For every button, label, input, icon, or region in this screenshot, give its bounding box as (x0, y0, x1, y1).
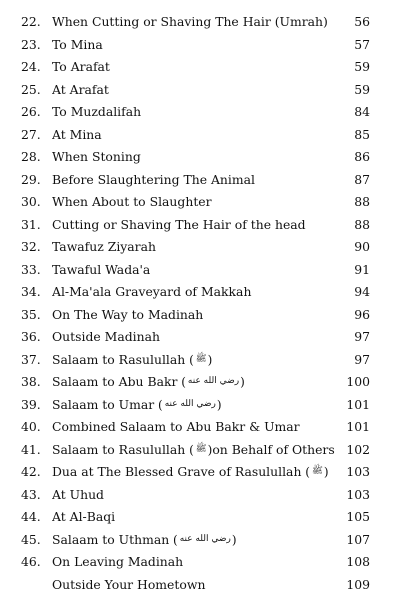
close-parenthesis: ) (208, 353, 213, 367)
open-parenthesis: ( (154, 398, 163, 412)
open-parenthesis: ( (301, 465, 310, 479)
toc-entry (0, 529, 400, 552)
toc-entry-title-wrap (52, 281, 342, 304)
honorific-calligraphy: ﷺ (195, 444, 208, 454)
toc-entry (0, 79, 400, 102)
toc-entry-title: Dua at The Blessed Grave of Rasulullah (52, 464, 301, 479)
toc-entry-page-number: 105 (330, 506, 370, 529)
toc-entry (0, 169, 400, 192)
toc-entry (0, 11, 400, 34)
toc-entry (0, 124, 400, 147)
toc-entry-title-wrap (52, 529, 342, 552)
toc-entry-page-number: 88 (330, 191, 370, 214)
toc-entry-number: 32. (21, 236, 49, 259)
toc-entry (0, 214, 400, 237)
honorific-calligraphy: ﷺ (195, 354, 208, 364)
toc-entry-number: 46. (21, 551, 49, 574)
toc-entry (0, 191, 400, 214)
toc-entry-page-number: 90 (330, 236, 370, 259)
toc-entry-title-wrap (52, 236, 342, 259)
toc-entry-title: Salaam to Umar (52, 397, 154, 412)
toc-entry-number: 23. (21, 34, 49, 57)
close-parenthesis: ) (232, 533, 237, 547)
toc-entry-title-wrap (52, 11, 342, 34)
toc-entry (0, 394, 400, 417)
toc-entry-number: 22. (21, 11, 49, 34)
toc-entry-title: When About to Slaughter (52, 194, 212, 209)
toc-entry-number: 30. (21, 191, 49, 214)
toc-entry-page-number: 101 (330, 416, 370, 439)
toc-entry-page-number: 108 (330, 551, 370, 574)
toc-entry-title-wrap (52, 506, 342, 529)
toc-entry (0, 326, 400, 349)
toc-entry-page-number: 59 (330, 79, 370, 102)
toc-entry-title-wrap (52, 259, 342, 282)
toc-entry-title: Salaam to Rasulullah (52, 352, 185, 367)
toc-entry-title-wrap (52, 56, 342, 79)
toc-entry-title-wrap (52, 484, 342, 507)
toc-entry (0, 34, 400, 57)
toc-entry-title: At Mina (52, 127, 102, 142)
toc-entry-page-number: 97 (330, 349, 370, 372)
toc-entry-number: 37. (21, 349, 49, 372)
toc-entry-title: Before Slaughtering The Animal (52, 172, 255, 187)
close-parenthesis: ) (217, 398, 222, 412)
toc-entry (0, 281, 400, 304)
toc-entry-title-wrap (52, 124, 342, 147)
toc-entry-number: 41. (21, 439, 49, 462)
toc-entry (0, 506, 400, 529)
toc-entry (0, 416, 400, 439)
toc-entry-page-number: 97 (330, 326, 370, 349)
toc-entry-page-number: 107 (330, 529, 370, 552)
toc-entry-page-number: 86 (330, 146, 370, 169)
toc-entry-title: To Arafat (52, 59, 110, 74)
toc-entry-title: At Al-Baqi (52, 509, 115, 524)
toc-entry-title: Outside Madinah (52, 329, 160, 344)
toc-entry-page-number: 87 (330, 169, 370, 192)
toc-entry-number: 25. (21, 79, 49, 102)
toc-entry (0, 574, 400, 596)
toc-entry-number: 26. (21, 101, 49, 124)
toc-entry-title-wrap (52, 146, 342, 169)
toc-entry-number: 31. (21, 214, 49, 237)
toc-entry-title: Combined Salaam to Abu Bakr & Umar (52, 419, 300, 434)
toc-entry (0, 101, 400, 124)
toc-entry-page-number: 88 (330, 214, 370, 237)
toc-entry-number: 33. (21, 259, 49, 282)
toc-entry (0, 461, 400, 484)
toc-entry (0, 146, 400, 169)
toc-entry-number: 44. (21, 506, 49, 529)
toc-entry-page-number: 102 (330, 439, 370, 462)
open-parenthesis: ( (169, 533, 178, 547)
toc-entry-page-number: 103 (330, 461, 370, 484)
toc-entry-title: At Arafat (52, 82, 109, 97)
close-parenthesis: ) (240, 375, 245, 389)
toc-entry (0, 349, 400, 372)
toc-entry (0, 439, 400, 462)
toc-entry-title-wrap (52, 574, 342, 596)
toc-entry-title-wrap (52, 304, 342, 327)
toc-entry-page-number: 91 (330, 259, 370, 282)
open-parenthesis: ( (185, 443, 194, 457)
toc-entry-page-number: 101 (330, 394, 370, 417)
honorific-calligraphy: رضي الله عنه (187, 376, 240, 386)
toc-entry-title: To Muzdalifah (52, 104, 141, 119)
honorific-calligraphy: ﷺ (311, 466, 324, 476)
toc-entry-number: 36. (21, 326, 49, 349)
honorific-calligraphy: رضي الله عنه (179, 534, 232, 544)
toc-entry-title-wrap (52, 214, 342, 237)
toc-entry-title: When Cutting or Shaving The Hair (Umrah) (52, 14, 328, 29)
toc-entry-page-number: 57 (330, 34, 370, 57)
toc-entry-number: 34. (21, 281, 49, 304)
toc-entry-number: 45. (21, 529, 49, 552)
close-parenthesis: ) (208, 443, 213, 457)
toc-entry-title: Salaam to Rasulullah (52, 442, 185, 457)
toc-entry-title-wrap (52, 371, 342, 394)
toc-entry-page-number: 94 (330, 281, 370, 304)
toc-entry-title-wrap (52, 169, 342, 192)
toc-entry-title-wrap (52, 439, 342, 462)
toc-entry-number: 39. (21, 394, 49, 417)
toc-entry-title: Salaam to Abu Bakr (52, 374, 177, 389)
toc-entry-title-suffix: on Behalf of Others (212, 442, 334, 457)
toc-entry-title: Cutting or Shaving The Hair of the head (52, 217, 306, 232)
toc-entry (0, 484, 400, 507)
toc-entry-title-wrap (52, 34, 342, 57)
toc-entry-title: To Mina (52, 37, 103, 52)
toc-entry-title-wrap (52, 461, 342, 484)
toc-entry-page-number: 59 (330, 56, 370, 79)
toc-entry-title-wrap (52, 191, 342, 214)
open-parenthesis: ( (185, 353, 194, 367)
toc-entry-title: At Uhud (52, 487, 104, 502)
toc-entry-number: 42. (21, 461, 49, 484)
toc-entry-page-number: 84 (330, 101, 370, 124)
close-parenthesis: ) (324, 465, 329, 479)
toc-entry (0, 259, 400, 282)
toc-entry-title-wrap (52, 79, 342, 102)
toc-entry-title: Tawaful Wada'a (52, 262, 150, 277)
toc-entry-page-number: 85 (330, 124, 370, 147)
honorific-calligraphy: رضي الله عنه (164, 399, 217, 409)
toc-entry-title: On The Way to Madinah (52, 307, 203, 322)
toc-entry-title-wrap (52, 416, 342, 439)
toc-entry-title: Outside Your Hometown (52, 577, 205, 592)
toc-entry (0, 304, 400, 327)
toc-entry-page-number: 109 (330, 574, 370, 596)
toc-entry-number: 38. (21, 371, 49, 394)
toc-entry-title: Salaam to Uthman (52, 532, 169, 547)
toc-entry-title-wrap (52, 326, 342, 349)
toc-entry-page-number: 56 (330, 11, 370, 34)
toc-entry-page-number: 103 (330, 484, 370, 507)
toc-entry (0, 236, 400, 259)
toc-entry-number: 29. (21, 169, 49, 192)
toc-entry-title-wrap (52, 349, 342, 372)
toc-entry-number: 35. (21, 304, 49, 327)
toc-entry-title: When Stoning (52, 149, 141, 164)
toc-entry (0, 56, 400, 79)
toc-entry-title: Al-Ma'ala Graveyard of Makkah (52, 284, 251, 299)
toc-entry-number: 40. (21, 416, 49, 439)
toc-entry-page-number: 96 (330, 304, 370, 327)
toc-entry-number: 27. (21, 124, 49, 147)
toc-entry-title-wrap (52, 394, 342, 417)
toc-entry-page-number: 100 (330, 371, 370, 394)
toc-entry-title-wrap (52, 101, 342, 124)
toc-entry-title: Tawafuz Ziyarah (52, 239, 156, 254)
open-parenthesis: ( (177, 375, 186, 389)
toc-entry-number: 24. (21, 56, 49, 79)
toc-entry-number: 28. (21, 146, 49, 169)
toc-entry (0, 551, 400, 574)
toc-entry-title-wrap (52, 551, 342, 574)
toc-entry (0, 371, 400, 394)
toc-entry-number: 43. (21, 484, 49, 507)
toc-entry-title: On Leaving Madinah (52, 554, 183, 569)
table-of-contents (0, 11, 400, 596)
